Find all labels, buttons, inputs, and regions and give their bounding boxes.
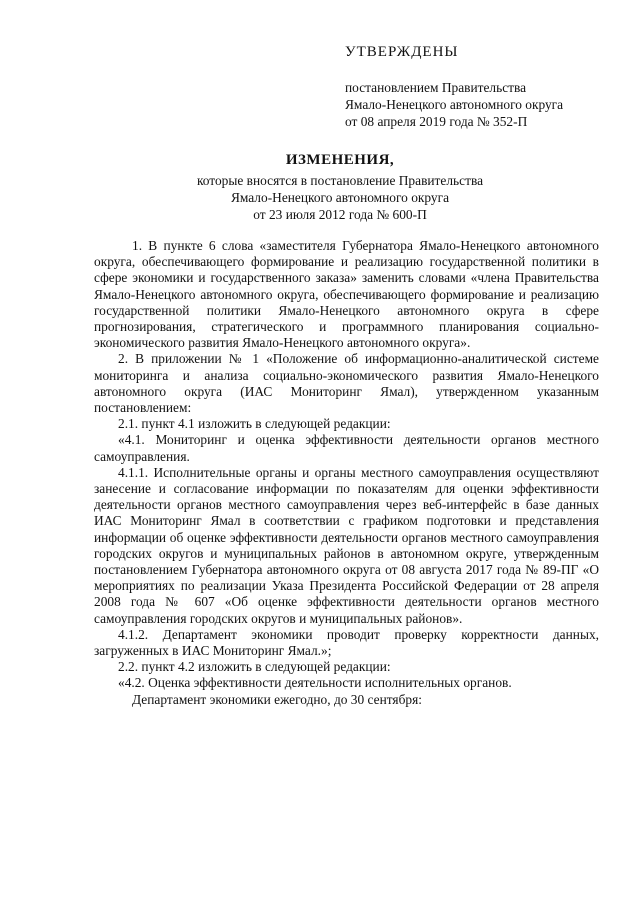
paragraph-1: 1. В пункте 6 слова «заместителя Губернатора Ямало-Ненецкого автономного округа, обеспечивающего формирование и реализацию государственной политики в сфере экономики и государственного заказа» заменить словами «члена Правительства Ямало-Ненецкого автономного округа, обеспечивающего формирование и реализацию государственной политики Ямало-Ненецкого автономного округа в сфере прогнозирования, стратегического и программного планирования социально-экономического развития Ямало-Ненецкого автономного округа». <box>94 238 599 351</box>
approval-title: УТВЕРЖДЕНЫ <box>345 44 459 60</box>
approval-line: от 08 апреля 2019 года № 352-П <box>345 114 528 129</box>
paragraph-department: Департамент экономики ежегодно, до 30 сентября: <box>132 691 422 707</box>
paragraph-4-1: «4.1. Мониторинг и оценка эффективности деятельности органов местного самоуправления. <box>94 432 599 464</box>
heading-line: которые вносятся в постановление Правительства <box>196 173 484 188</box>
approval-line: Ямало-Ненецкого автономного округа <box>345 97 564 112</box>
paragraph-2-1: 2.1. пункт 4.1 изложить в следующей редакции: <box>118 416 391 432</box>
document-body <box>94 238 599 708</box>
paragraph-4-2: «4.2. Оценка эффективности деятельности исполнительных органов. <box>118 675 512 691</box>
heading-title: ИЗМЕНЕНИЯ, <box>285 152 395 168</box>
approval-block <box>345 44 625 130</box>
paragraph-2: 2. В приложении № 1 «Положение об информационно-аналитической системе мониторинга и анализа социально-экономического развития Ямало-Ненецкого автономного округа (ИАС Мониторинг Ямал), утвержденном указанным постановлением: <box>94 351 599 416</box>
paragraph-4-1-2: 4.1.2. Департамент экономики проводит проверку корректности данных, загруженных в ИАС Мониторинг Ямал.»; <box>94 626 599 659</box>
paragraph-4-1-1: 4.1.1. Исполнительные органы и органы местного самоуправления осуществляют занесение и согласование информации по показателям для оценки эффективности деятельности органов местного самоуправления через веб-интерфейс в базе данных ИАС Мониторинг Ямал в соответствии с графиком подготовки и представления информации об оценке эффективности деятельности органов местного самоуправления городских округов и муниципальных районов в автономном округе, утвержденным постановлением Губернатора автономного округа от 08 августа 2017 года № 89-ПГ «О мероприятиях по реализации Указа Президента Российской Федерации от 28 апреля 2008 года № 607 «Об оценке эффективности деятельности органов местного самоуправления городских округов и муниципальных районов». <box>94 464 599 626</box>
paragraph-2-2: 2.2. пункт 4.2 изложить в следующей редакции: <box>118 659 391 675</box>
document-heading <box>60 152 620 223</box>
approval-line: постановлением Правительства <box>345 80 527 95</box>
heading-line: Ямало-Ненецкого автономного округа <box>230 190 450 205</box>
heading-line: от 23 июля 2012 года № 600-П <box>253 207 427 222</box>
